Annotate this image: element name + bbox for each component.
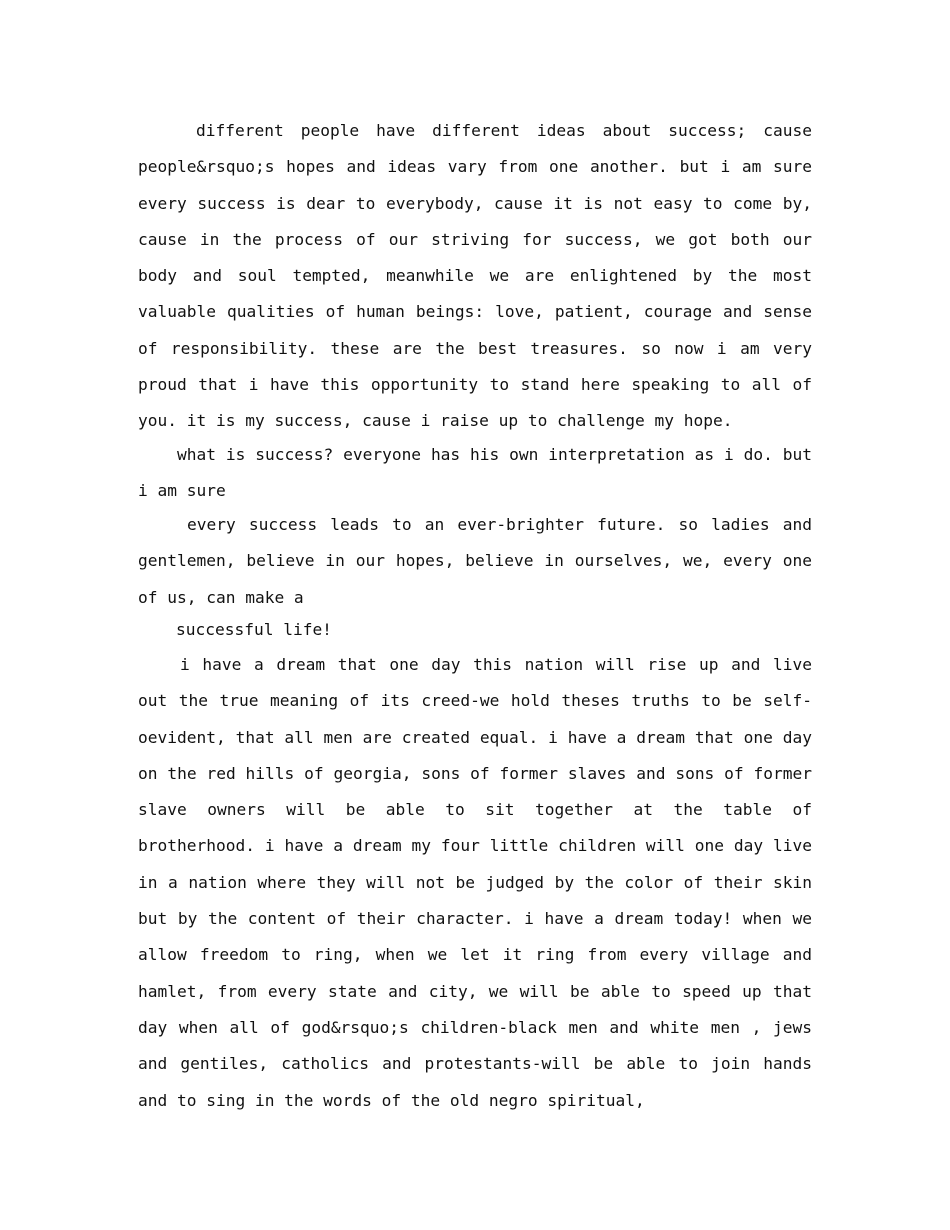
paragraph-successful-life: successful life! <box>176 620 332 639</box>
paragraph-brighter-future: every success leads to an ever-brighter future. so ladies and gentlemen, believe in our hopes, believe in ourselves, we, every one of us, can make a <box>138 515 812 607</box>
paragraph-i-have-a-dream: i have a dream that one day this nation will rise up and live out the true meaning of its creed-we hold theses truths to be self-oevident, that all men are created equal. i have a dream that one day on the red hills of georgia, sons of former slaves and sons of former slave owners will be able to sit together at the table of brotherhood. i have a dream my four little children will one day live in a nation where they will not be judged by the color of their skin but by the content of their character. i have a dream today! when we allow freedom to ring, when we let it ring from every village and hamlet, from every state and city, we will be able to speed up that day when all of god&rsquo;s children-black men and white men , jews and gentiles, catholics and protestants-will be able to join hands and to sing in the words of the old negro spiritual, <box>138 655 812 1110</box>
paragraph-success-intro: different people have different ideas about success; cause people&rsquo;s hopes and ideas vary from one another. but i am sure every success is dear to everybody, cause it is not easy to come by, cause in the process of our striving for success, we got both our body and soul tempted, meanwhile we are enlightened by the most valuable qualities of human beings: love, patient, courage and sense of responsibility. these are the best treasures. so now i am very proud that i have this opportunity to stand here speaking to all of you. it is my success, cause i raise up to challenge my hope. <box>138 121 812 431</box>
paragraph-what-is-success: what is success? everyone has his own interpretation as i do. but i am sure <box>138 445 812 501</box>
